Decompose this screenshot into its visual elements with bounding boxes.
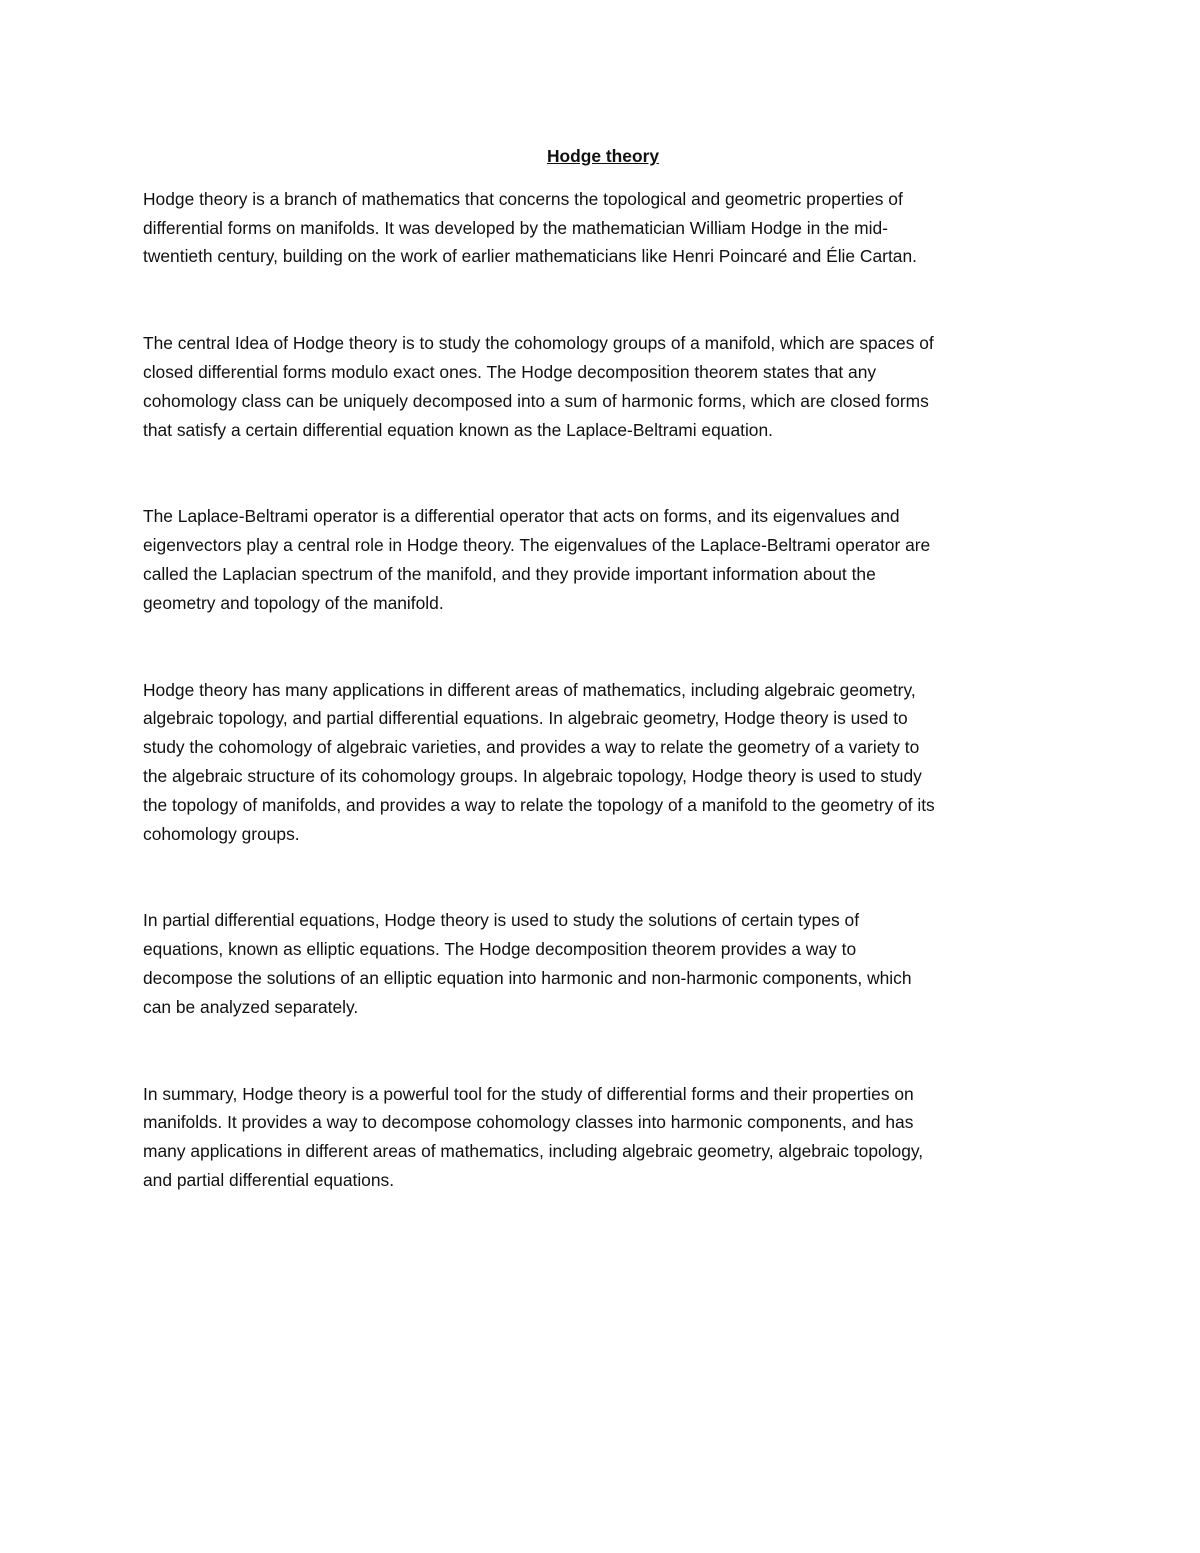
paragraph-intro	[143, 185, 1063, 271]
paragraph-summary	[143, 1080, 1063, 1195]
text-line: that satisfy a certain differential equation known as the Laplace-Beltrami equation.	[143, 419, 773, 440]
text-line: manifolds. It provides a way to decompose cohomology classes into harmonic components, and has	[143, 1112, 914, 1133]
text-line: equations, known as elliptic equations. The Hodge decomposition theorem provides a way to	[143, 939, 857, 960]
text-line: called the Laplacian spectrum of the manifold, and they provide important information about the	[143, 563, 876, 584]
text-line: The central Idea of Hodge theory is to study the cohomology groups of a manifold, which are spaces of	[143, 333, 934, 354]
text-line: closed differential forms modulo exact ones. The Hodge decomposition theorem states that any	[143, 361, 877, 382]
text-line: the topology of manifolds, and provides a way to relate the topology of a manifold to the geometry of its	[143, 794, 935, 815]
text-line: geometry and topology of the manifold.	[143, 592, 444, 613]
paragraph-central-idea	[143, 329, 1063, 444]
text-line: In partial differential equations, Hodge theory is used to study the solutions of certain types of	[143, 910, 860, 931]
text-line: many applications in different areas of mathematics, including algebraic geometry, algebraic topology,	[143, 1141, 924, 1162]
text-line: and partial differential equations.	[143, 1169, 395, 1190]
text-line: Hodge theory has many applications in different areas of mathematics, including algebraic geometry,	[143, 679, 916, 700]
paragraph-pde	[143, 906, 1063, 1021]
document-body	[143, 142, 1063, 1253]
paragraph-applications	[143, 676, 1063, 849]
document-title: Hodge theory	[546, 146, 660, 166]
text-line: decompose the solutions of an elliptic equation into harmonic and non-harmonic components, which	[143, 967, 912, 988]
text-line: Hodge theory is a branch of mathematics that concerns the topological and geometric properties of	[143, 188, 903, 209]
text-line: the algebraic structure of its cohomology groups. In algebraic topology, Hodge theory is used to study	[143, 765, 922, 786]
text-line: differential forms on manifolds. It was developed by the mathematician William Hodge in the mid-	[143, 217, 888, 238]
text-line: can be analyzed separately.	[143, 996, 359, 1017]
text-line: The Laplace-Beltrami operator is a differential operator that acts on forms, and its eigenvalues and	[143, 506, 900, 527]
text-line: algebraic topology, and partial differential equations. In algebraic geometry, Hodge theory is used to	[143, 708, 908, 729]
text-line: eigenvectors play a central role in Hodge theory. The eigenvalues of the Laplace-Beltrami operator are	[143, 535, 931, 556]
text-line: study the cohomology of algebraic varieties, and provides a way to relate the geometry of a variety to	[143, 737, 920, 758]
text-line: cohomology groups.	[143, 823, 300, 844]
text-line: cohomology class can be uniquely decomposed into a sum of harmonic forms, which are closed forms	[143, 390, 929, 411]
paragraph-laplace-beltrami	[143, 502, 1063, 617]
text-line: twentieth century, building on the work of earlier mathematicians like Henri Poincaré and Élie Cartan.	[143, 246, 917, 267]
text-line: In summary, Hodge theory is a powerful tool for the study of differential forms and their properties on	[143, 1083, 914, 1104]
